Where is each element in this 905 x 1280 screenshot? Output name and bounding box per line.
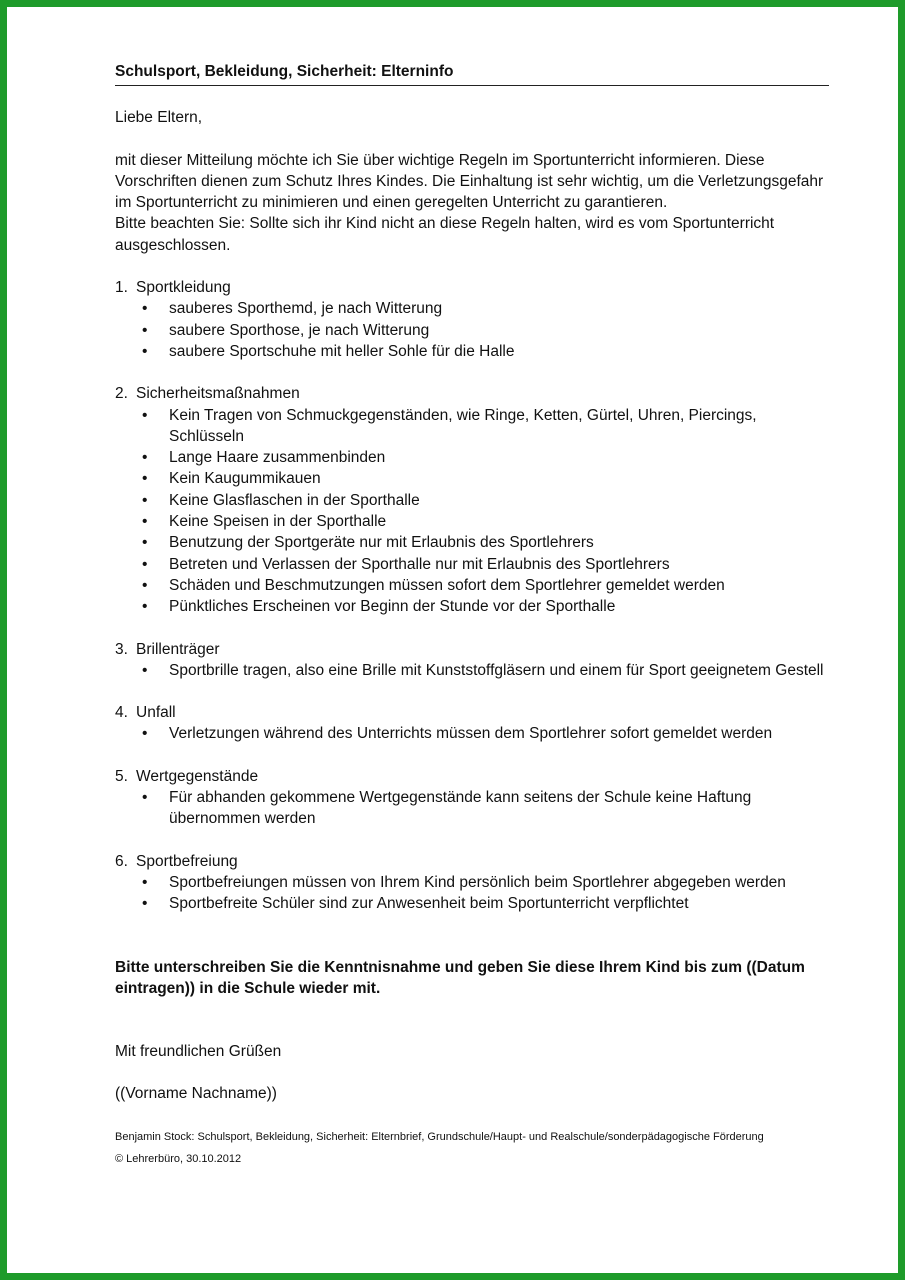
list-item: • saubere Sporthose, je nach Witterung xyxy=(115,320,829,341)
footer-copyright: © Lehrerbüro, 30.10.2012 xyxy=(115,1152,242,1165)
section-heading xyxy=(115,277,829,298)
footer-source: Benjamin Stock: Schulsport, Bekleidung, Sicherheit: Elternbrief, Grundschule/Haupt- und Realschule/sonderpädagogische Förderung xyxy=(115,1130,764,1143)
regards: Mit freundlichen Grüßen xyxy=(115,1043,282,1061)
section-heading-text: Sportbefreiung xyxy=(136,852,238,870)
section-heading-text: Wertgegenstände xyxy=(136,767,259,785)
section-1 xyxy=(115,277,829,362)
bullet-list xyxy=(115,298,829,362)
section-number: 6. xyxy=(115,852,128,870)
section-3 xyxy=(115,639,829,682)
section-heading-text: Unfall xyxy=(136,704,176,722)
bullet-list xyxy=(115,787,829,830)
section-heading-text: Brillenträger xyxy=(136,640,220,658)
footer xyxy=(115,1126,829,1170)
list-item: • Lange Haare zusammenbinden xyxy=(115,447,829,468)
section-number: 3. xyxy=(115,640,128,658)
intro-notice: Bitte beachten Sie: Sollte sich ihr Kind nicht an diese Regeln halten, wird es vom Sportunterricht ausgeschlossen. xyxy=(115,215,775,254)
list-item: • Kein Kaugummikauen xyxy=(115,468,829,489)
list-item: • Pünktliches Erscheinen vor Beginn der Stunde vor der Sporthalle xyxy=(115,596,829,617)
list-item: • saubere Sportschuhe mit heller Sohle für die Halle xyxy=(115,341,829,362)
list-item: • Sportbefreiungen müssen von Ihrem Kind persönlich beim Sportlehrer abgegeben werden xyxy=(115,872,829,893)
list-item: • Kein Tragen von Schmuckgegenständen, wie Ringe, Ketten, Gürtel, Uhren, Piercings, Schlüsseln xyxy=(115,405,829,448)
list-item: • Keine Speisen in der Sporthalle xyxy=(115,511,829,532)
section-heading-text: Sportkleidung xyxy=(136,279,231,297)
list-item: • Sportbrille tragen, also eine Brille mit Kunststoffgläsern und einem für Sport geeignetem Gestell xyxy=(115,660,829,681)
intro-paragraph: mit dieser Mitteilung möchte ich Sie über wichtige Regeln im Sportunterricht informieren. Diese Vorschriften dienen zum Schutz Ihres Kindes. Die Einhaltung ist sehr wichtig, um die Verletzungsgefahr im Sportunterricht zu minimieren und einen geregelten Unterricht zu garantieren. xyxy=(115,151,824,212)
section-5 xyxy=(115,766,829,830)
section-number: 4. xyxy=(115,704,128,722)
section-6 xyxy=(115,851,829,915)
bullet-list xyxy=(115,723,829,744)
list-item: • Für abhanden gekommene Wertgegenstände kann seitens der Schule keine Haftung übernommen werden xyxy=(115,787,829,830)
signature-placeholder: ((Vorname Nachname)) xyxy=(115,1085,277,1103)
letter-content xyxy=(115,61,829,1170)
section-heading xyxy=(115,383,829,404)
document-title: Schulsport, Bekleidung, Sicherheit: Elterninfo xyxy=(115,61,829,86)
section-number: 5. xyxy=(115,767,128,785)
section-2 xyxy=(115,383,829,617)
section-4 xyxy=(115,702,829,745)
section-heading xyxy=(115,851,829,872)
bullet-list xyxy=(115,660,829,681)
section-heading xyxy=(115,766,829,787)
bullet-list xyxy=(115,405,829,618)
bullet-list xyxy=(115,872,829,915)
list-item: • Verletzungen während des Unterrichts müssen dem Sportlehrer sofort gemeldet werden xyxy=(115,723,829,744)
list-item: • Keine Glasflaschen in der Sporthalle xyxy=(115,490,829,511)
intro xyxy=(115,150,829,256)
section-number: 1. xyxy=(115,279,128,297)
greeting: Liebe Eltern, xyxy=(115,109,203,127)
signature-request: Bitte unterschreiben Sie die Kenntnisnahme und geben Sie diese Ihrem Kind bis zum ((Datum eintragen)) in die Schule wieder mit. xyxy=(115,958,805,997)
list-item: • sauberes Sporthemd, je nach Witterung xyxy=(115,298,829,319)
list-item: • Sportbefreite Schüler sind zur Anwesenheit beim Sportunterricht verpflichtet xyxy=(115,893,829,914)
section-heading xyxy=(115,702,829,723)
section-heading-text: Sicherheitsmaßnahmen xyxy=(136,385,300,403)
list-item: • Betreten und Verlassen der Sporthalle nur mit Erlaubnis des Sportlehrers xyxy=(115,554,829,575)
section-heading xyxy=(115,639,829,660)
list-item: • Benutzung der Sportgeräte nur mit Erlaubnis des Sportlehrers xyxy=(115,532,829,553)
list-item: • Schäden und Beschmutzungen müssen sofort dem Sportlehrer gemeldet werden xyxy=(115,575,829,596)
rules-list xyxy=(115,277,829,914)
section-number: 2. xyxy=(115,385,128,403)
